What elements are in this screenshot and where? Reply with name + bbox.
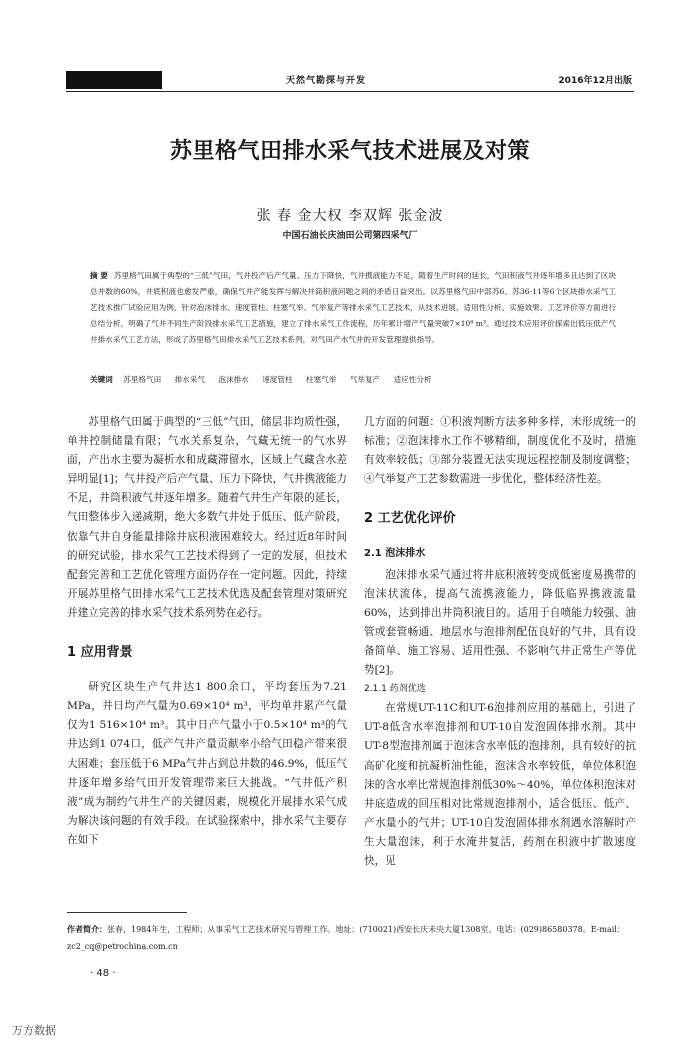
problems-paragraph: 几方面的问题：①积液判断方法多种多样，未形成统一的标准；②泡沫排水工作不够精细，制度优化不及时，措施有效率较低；③部分装置无法实现远程控制及制度调整；④气举复产工艺参数需进一步优化，整体经济性差。 [364, 416, 636, 486]
section-2-1-heading: 2.1 泡沫排水 [364, 548, 426, 560]
intro-paragraph: 苏里格气田属于典型的“三低”气田，储层非均质性强，单井控制储量有限；气水关系复杂，气藏无统一的气水界面，产出水主要为凝析水和成藏滞留水，区域上气藏含水差异明显[1]；气井投产后产气量、压力下降快，气井携液能力不足，井筒积液气井逐年增多。随着气井生产年限的延长，气田整体步入递减期，绝大多数气井处于低压、低产阶段，依靠气井自身能量排除井底积液困难较大。经过近8年时间的研究试验，排水采气工艺技术得到了一定的发展，但技术配套完善和工艺优化管理方面仍存在一定问题。因此，持续开展苏里格气田排水采气工艺技术优选及配套管理对策研究并建立完善的排水采气技术系列势在必行。 [67, 416, 347, 619]
author-footnote [67, 921, 634, 955]
section-2-1-1-heading: 2.1.1 药剂优选 [364, 684, 426, 695]
abstract-text: 苏里格气田属于典型的“三低”气田，气井投产后产气量、压力下降快，气井携液能力不足，随着生产时间的延长，气田积液气井逐年增多且达到了区块总井数的60%，井底积液也愈发严重，确保气井产能发挥与解决井筒积液问题之间的矛盾日益突出。以苏里格气田中部苏6、苏36-11等6个区块排水采气工艺技术推广试验应用为例，针对泡沫排水、速度管柱、柱塞气举、气举复产等排水采气工艺技术，从技术进展、适用性分析、实施效果、工艺评价等方面进行总结分析，明确了气井不同生产阶段排水采气工艺措施，建立了排水采气工作流程，历年累计增产气量突破7×10⁸ m³。通过技术应用评价探索出低压低产气井排水采气工艺方法，形成了苏里格气田排水采气工艺技术系列，对气田产水气井的开发管理提供指导。 [90, 271, 616, 344]
page-title: 苏里格气田排水采气技术进展及对策 [169, 139, 530, 164]
keyword-item: 气举复产 [349, 375, 381, 384]
keyword-item: 柱塞气举 [305, 375, 337, 384]
body-left-column [67, 413, 347, 850]
keyword-item: 速度管柱 [262, 375, 293, 384]
author-list: 张 春 金大权 李双辉 张金波 [256, 208, 444, 224]
keywords [90, 374, 616, 385]
section-2-1-paragraph: 泡沫排水采气通过将井底积液转变成低密度易携带的泡沫状流体，提高气流携液能力，降低临界携液流量60%，达到排出井筒积液目的。适用于自喷能力较强、油管或套管畅通、地层水与泡排剂配伍良好的气井，具有设备简单、施工容易、适用性强、不影响气井正常生产等优势[2]。 [364, 568, 636, 677]
body-right-column [364, 413, 636, 871]
section-1-paragraph: 研究区块生产气井达1 800余口，平均套压为7.21 MPa，井日均产气量为0.69×10⁴ m³，平均单井累产气量仅为1 516×10⁴ m³。其中日产气量小于0.5×10⁴ m³的气井达到1 074口，低产气井产量贡献率小给气田稳产带来很大困难；套压低于6 MPa气井占到总井数的46.9%，低压气井逐年增多给气田开发管理带来巨大挑战。“气井低产积液”成为制约气井生产的关键因素，规模化开展排水采气成为解决该问题的有效手段。在试验探索中，排水采气主要存在如下 [67, 681, 347, 846]
keyword-item: 苏里格气田 [123, 375, 162, 384]
section-1-heading: 1 应用背景 [67, 645, 133, 661]
issue-date: 2016年12月出版 [558, 76, 632, 86]
keyword-item: 排水采气 [174, 375, 205, 384]
section-2-heading: 2 工艺优化评价 [364, 511, 456, 527]
page-number: · 48 · [90, 968, 116, 979]
watermark: 万方数据 [12, 1024, 56, 1037]
footnote-label: 作者简介： [67, 924, 107, 934]
abstract [90, 268, 616, 348]
keyword-item: 适应性分析 [393, 375, 432, 384]
section-2-1-1-paragraph: 在常规UT-11C和UT-6泡排剂应用的基础上，引进了UT-8低含水率泡排剂和UT-10自发泡固体排水剂。其中UT-8型泡排剂属于泡沫含水率低的泡排剂，具有较好的抗高矿化度和抗凝析油性能，泡沫含水率较低，单位体积泡沫的含水率比常规泡排剂低30%～40%，单位体积泡沫对井底造成的回压相对比常规泡排剂小，适合低压、低产、产水量小的气井；UT-10自发泡固体排水剂遇水溶解时产生大量泡沫，利于水淹井复活，药剂在积液中扩散速度快，见 [364, 702, 636, 867]
abstract-label: 摘 要 [90, 271, 108, 280]
header-rule [66, 91, 634, 92]
footnote-rule [67, 912, 187, 913]
footnote-text: 张春，1984年生，工程师；从事采气工艺技术研究与管理工作。地址：(710021)西安长庆未央大厦1308室。电话：(029)86580378。E-mail：zc2_cq@petrochina.com.cn [67, 925, 625, 951]
journal-name: 天然气勘探与开发 [286, 76, 367, 86]
keyword-item: 泡沫排水 [218, 375, 249, 384]
keywords-label: 关键词 [90, 375, 113, 384]
affiliation: 中国石油长庆油田公司第四采气厂 [282, 231, 418, 241]
header-decoration-bar [66, 71, 162, 89]
